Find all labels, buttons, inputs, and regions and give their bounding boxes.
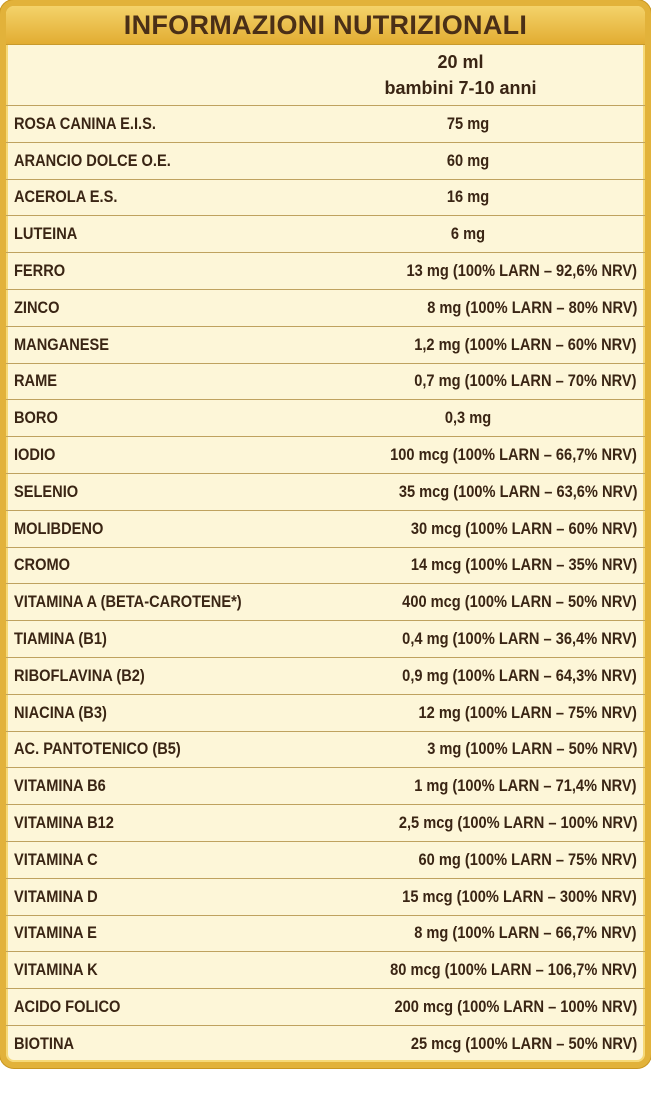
nutrient-amount: 12 mg (100% LARN – 75% NRV) [418,702,637,722]
table-row [6,290,645,327]
nutrient-name: RAME [14,371,58,391]
table-row [6,952,645,989]
nutrient-amount: 2,5 mcg (100% LARN – 100% NRV) [398,813,637,833]
nutrient-amount: 8 mg (100% LARN – 80% NRV) [426,297,637,317]
nutrient-name: AC. PANTOTENICO (B5) [14,739,181,759]
nutrient-amount: 0,9 mg (100% LARN – 64,3% NRV) [402,665,637,685]
table-row [6,437,645,474]
nutrient-amount: 25 mcg (100% LARN – 50% NRV) [410,1034,637,1054]
dose-label: 20 ml [437,52,484,72]
nutrient-name: ACIDO FOLICO [14,997,121,1017]
nutrient-name: FERRO [14,261,66,281]
nutrient-amount: 80 mcg (100% LARN – 106,7% NRV) [390,960,637,980]
column-header [6,45,645,106]
nutrient-amount: 14 mcg (100% LARN – 35% NRV) [410,555,637,575]
nutrient-name: VITAMINA D [14,886,98,906]
nutrient-amount: 6 mg [450,224,486,244]
nutrient-name: CROMO [14,555,71,575]
table-row [6,400,645,437]
nutrient-name: VITAMINA K [14,960,98,980]
nutrient-amount: 1 mg (100% LARN – 71,4% NRV) [414,776,637,796]
nutrient-name: ARANCIO DOLCE O.E. [14,150,171,170]
nutrient-amount: 100 mcg (100% LARN – 66,7% NRV) [390,445,637,465]
nutrient-name: VITAMINA B12 [14,813,114,833]
nutrient-name: VITAMINA C [14,849,98,869]
table-row [6,106,645,143]
nutrient-name: NIACINA (B3) [14,702,107,722]
nutrient-amount: 35 mcg (100% LARN – 63,6% NRV) [398,481,637,501]
nutrient-name: VITAMINA A (BETA-CAROTENE*) [14,592,242,612]
nutrient-amount: 16 mg [446,187,490,207]
nutrient-amount: 8 mg (100% LARN – 66,7% NRV) [414,923,637,943]
nutrient-amount: 13 mg (100% LARN – 92,6% NRV) [406,261,637,281]
nutrient-name: ACEROLA E.S. [14,187,118,207]
target-label: bambini 7-10 anni [384,78,537,98]
nutrient-name: ROSA CANINA E.I.S. [14,113,156,133]
table-row [6,511,645,548]
table-row [6,989,645,1026]
nutrient-amount: 1,2 mg (100% LARN – 60% NRV) [414,334,637,354]
nutrient-amount: 400 mcg (100% LARN – 50% NRV) [402,592,637,612]
nutrient-name: MANGANESE [14,334,110,354]
panel-title: INFORMAZIONI NUTRIZIONALI [6,6,645,45]
nutrient-name: SELENIO [14,481,79,501]
nutrient-amount: 3 mg (100% LARN – 50% NRV) [426,739,637,759]
nutrient-amount: 200 mcg (100% LARN – 100% NRV) [394,997,637,1017]
nutrient-table [6,106,645,1063]
nutrient-amount: 30 mcg (100% LARN – 60% NRV) [410,518,637,538]
table-row [6,916,645,953]
table-row [6,548,645,585]
nutrient-amount: 75 mg [446,113,490,133]
nutrient-name: VITAMINA B6 [14,776,106,796]
nutrient-amount: 0,7 mg (100% LARN – 70% NRV) [414,371,637,391]
nutrient-name: BORO [14,408,58,428]
table-row [6,474,645,511]
table-row [6,364,645,401]
table-row [6,695,645,732]
table-row [6,216,645,253]
nutrient-amount: 0,4 mg (100% LARN – 36,4% NRV) [402,629,637,649]
nutrient-amount: 0,3 mg [444,408,492,428]
table-row [6,180,645,217]
nutrient-name: ZINCO [14,297,60,317]
nutrient-name: IODIO [14,445,56,465]
nutrient-name: LUTEINA [14,224,78,244]
nutrient-amount: 60 mg [446,150,490,170]
table-row [6,842,645,879]
nutrient-amount: 15 mcg (100% LARN – 300% NRV) [402,886,637,906]
table-row [6,658,645,695]
nutrient-name: TIAMINA (B1) [14,629,107,649]
nutrient-name: RIBOFLAVINA (B2) [14,665,145,685]
nutrient-name: BIOTINA [14,1034,75,1054]
table-row [6,584,645,621]
nutrient-amount: 60 mg (100% LARN – 75% NRV) [418,849,637,869]
table-row [6,879,645,916]
table-row [6,732,645,769]
nutrient-name: VITAMINA E [14,923,97,943]
table-row [6,1026,645,1063]
table-row [6,143,645,180]
table-row [6,768,645,805]
table-row [6,621,645,658]
table-row [6,253,645,290]
table-row [6,805,645,842]
nutrient-name: MOLIBDENO [14,518,104,538]
table-row [6,327,645,364]
